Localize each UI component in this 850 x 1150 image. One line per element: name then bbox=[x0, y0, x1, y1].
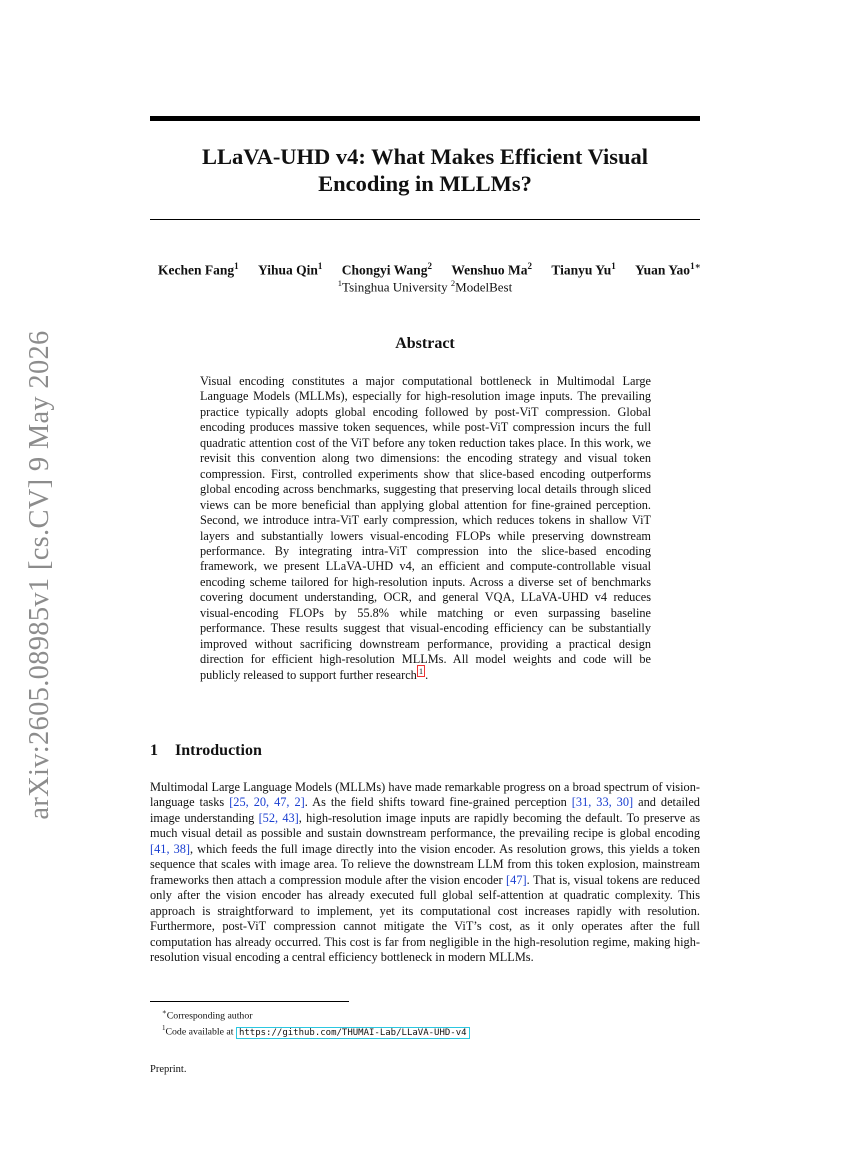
code-url-link[interactable]: https://github.com/THUMAI-Lab/LLaVA-UHD-v4 bbox=[236, 1027, 470, 1039]
footnote-rule bbox=[150, 1001, 349, 1002]
citation-link[interactable]: [25, 20, 47, 2] bbox=[229, 795, 305, 810]
footnote-link[interactable]: 1 bbox=[418, 665, 424, 676]
section-heading: 1 Introduction bbox=[150, 742, 262, 759]
affiliations: $^1$Tsinghua University $^2$ModelBest bbox=[337, 278, 513, 295]
title-line-1: LLaVA-UHD v4: What Makes Efficient Visual bbox=[201, 144, 649, 169]
author: Wenshuo Ma$^2$ bbox=[451, 261, 532, 278]
footnote-corresponding: ∗Corresponding author bbox=[162, 1008, 253, 1022]
footnote-code: $^1$Code available at https://github.com/THUMAI-Lab/LLaVA-UHD-v4 bbox=[162, 1022, 470, 1039]
abstract-text: Visual encoding constitutes a major computational bottleneck in Multimodal Large Language Models (MLLMs), especially for high-resolution image inputs. The prevailing practice typically adopts global encoding followed by post-ViT compression. Global encoding produces massive token sequences, while post-ViT compression incurs the full quadratic attention cost of the ViT before any token reduction takes place. In this work, we revisit this convention along two dimensions: the encoding strategy and visual token compression. First, controlled experiments show that slice-based encoding outperforms global encoding across benchmarks, suggesting that preserving local details through sliced views can be more beneficial than applying global attention for fine-grained perception. Second, we introduce intra-ViT early compression, which reduces tokens in shallow ViT layers and substantially lowers visual-encoding FLOPs while preserving downstream performance. By integrating intra-ViT compression into the slice-based encoding framework, we present LLaVA-UHD v4, an efficient and compute-controllable visual encoding scheme tailored for high-resolution inputs. Across a diverse set of benchmarks covering document understanding, OCR, and general VQA, LLaVA-UHD v4 reduces visual-encoding FLOPs by 55.8% while matching or even surpassing baseline performance. These results suggest that visual-encoding efficiency can be substantially improved without sacrificing downstream performance, providing a practical design direction for efficient high-resolution MLLMs. All model weights and code will be publicly released to support further research $^1$ . bbox=[200, 374, 651, 682]
citation-link[interactable]: [41, 38] bbox=[150, 841, 191, 856]
author: Kechen Fang$^1$ bbox=[158, 261, 239, 278]
citation-link[interactable]: [47] bbox=[506, 872, 527, 887]
footnotes bbox=[162, 1006, 470, 1040]
paper-title bbox=[150, 143, 700, 197]
author-list bbox=[150, 261, 700, 279]
preprint-label: Preprint. bbox=[150, 1064, 187, 1075]
author: Tianyu Yu$^1$ bbox=[551, 261, 616, 278]
title-line-2: Encoding in MLLMs? bbox=[318, 171, 532, 196]
citation-link[interactable]: [31, 33, 30] bbox=[571, 795, 634, 810]
affiliation-name: Tsinghua University bbox=[342, 279, 448, 295]
author: Yuan Yao$^{1∗}$ bbox=[635, 261, 701, 278]
affiliation-name: ModelBest bbox=[455, 279, 513, 295]
introduction-paragraph: Multimodal Large Language Models (MLLMs) have made remarkable progress on a broad spectrum of vision-language tasks [25, 20, 47, 2]. As the field shifts toward fine-grained perception [31, 33, 30] and detailed image understanding [52, 43], high-resolution image inputs are rapidly becoming the default. To preserve as much visual detail as possible and sustain downstream performance, the prevailing recipe is global encoding [41, 38], which feeds the full image directly into the vision encoder. As resolution grows, this yields a token sequence that scales with image area. To relieve the downstream LLM from this token explosion, mainstream frameworks then attach a compression module after the vision encoder [47]. That is, visual tokens are reduced only after the vision encoder has already executed full global self-attention at quadratic complexity. This approach is straightforward to implement, yet its computational cost increases rapidly with resolution. Furthermore, post-ViT compression cannot mitigate the ViT’s cost, as it only operates after the full computation has already occurred. This cost is far from negligible in the high-resolution regime, making high-resolution visual encoding a central efficiency bottleneck in modern MLLMs. bbox=[150, 780, 700, 964]
title-top-rule bbox=[150, 116, 700, 121]
author: Yihua Qin$^1$ bbox=[258, 261, 323, 278]
title-bottom-rule bbox=[150, 219, 700, 220]
author: Chongyi Wang$^2$ bbox=[341, 261, 432, 278]
arxiv-stamp: arXiv:2605.08985v1 [cs.CV] 9 May 2026 bbox=[24, 330, 55, 820]
citation-link[interactable]: [52, 43] bbox=[258, 810, 299, 825]
abstract-heading: Abstract bbox=[395, 335, 455, 352]
